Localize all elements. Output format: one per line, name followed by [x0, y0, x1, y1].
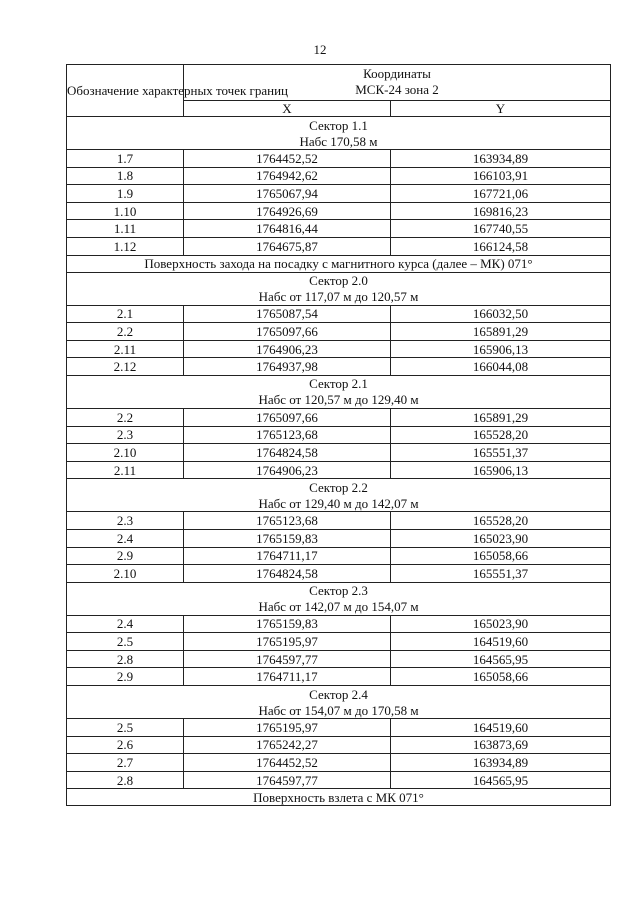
surface-title: Поверхность взлета с МК 071°: [67, 789, 611, 806]
x-coordinate-cell: 1764824,58: [184, 444, 391, 462]
sector-title: Сектор 2.4: [67, 686, 611, 703]
point-id-cell: 2.4: [67, 615, 184, 633]
x-coordinate-cell: 1765087,54: [184, 305, 391, 323]
sector-height-row: [67, 495, 611, 512]
y-coordinate-cell: 164519,60: [391, 633, 611, 651]
y-coordinate-cell: 165906,13: [391, 340, 611, 358]
sector-title: Сектор 2.3: [67, 582, 611, 599]
table-row: [67, 237, 611, 255]
sector-height: Набс от 117,07 м до 120,57 м: [67, 289, 611, 306]
table-row: [67, 323, 611, 341]
y-coordinate-cell: 167740,55: [391, 220, 611, 238]
point-id-cell: 2.2: [67, 408, 184, 426]
point-id-cell: 2.2: [67, 323, 184, 341]
y-coordinate-cell: 169816,23: [391, 202, 611, 220]
point-id-cell: 1.10: [67, 202, 184, 220]
x-coordinate-cell: 1764937,98: [184, 358, 391, 376]
x-coordinate-cell: 1764675,87: [184, 237, 391, 255]
point-id-cell: 2.3: [67, 512, 184, 530]
y-coordinate-cell: 164519,60: [391, 719, 611, 737]
y-coordinate-cell: 165058,66: [391, 547, 611, 565]
table-row: [67, 444, 611, 462]
x-coordinate-cell: 1765067,94: [184, 185, 391, 203]
y-coordinate-cell: 164565,95: [391, 771, 611, 789]
y-coordinate-cell: 165891,29: [391, 408, 611, 426]
table-row: [67, 408, 611, 426]
sector-height: Набс от 129,40 м до 142,07 м: [67, 495, 611, 512]
table-row: [67, 719, 611, 737]
coordinates-table-body: [67, 65, 611, 806]
point-id-cell: 2.10: [67, 565, 184, 583]
table-row: [67, 565, 611, 583]
point-id-cell: 2.8: [67, 650, 184, 668]
point-id-cell: 2.3: [67, 426, 184, 444]
x-coordinate-cell: 1765195,97: [184, 719, 391, 737]
point-id-cell: 2.12: [67, 358, 184, 376]
x-coordinate-cell: 1765097,66: [184, 408, 391, 426]
y-coordinate-cell: 165551,37: [391, 444, 611, 462]
x-coordinate-cell: 1765159,83: [184, 615, 391, 633]
surface-title: Поверхность захода на посадку с магнитного курса (далее – МК) 071°: [67, 255, 611, 272]
point-id-cell: 1.8: [67, 167, 184, 185]
sector-title: Сектор 2.0: [67, 272, 611, 289]
table-row: [67, 736, 611, 754]
sector-title-row: [67, 272, 611, 289]
y-coordinate-cell: 166103,91: [391, 167, 611, 185]
table-row: [67, 512, 611, 530]
x-coordinate-cell: 1764597,77: [184, 771, 391, 789]
sector-height: Набс от 154,07 м до 170,58 м: [67, 702, 611, 719]
point-id-cell: 2.6: [67, 736, 184, 754]
x-coordinate-cell: 1765097,66: [184, 323, 391, 341]
x-coordinate-cell: 1764816,44: [184, 220, 391, 238]
y-coordinate-cell: 165528,20: [391, 512, 611, 530]
point-id-cell: 2.9: [67, 547, 184, 565]
sector-title: Сектор 2.2: [67, 479, 611, 496]
x-coordinate-cell: 1765242,27: [184, 736, 391, 754]
y-coordinate-cell: 165023,90: [391, 615, 611, 633]
x-coordinate-cell: 1764906,23: [184, 340, 391, 358]
sector-height-row: [67, 599, 611, 616]
x-coordinate-cell: 1764906,23: [184, 461, 391, 479]
x-coordinate-cell: 1764597,77: [184, 650, 391, 668]
point-id-cell: 2.5: [67, 719, 184, 737]
point-id-cell: 1.7: [67, 150, 184, 168]
point-id-cell: 2.10: [67, 444, 184, 462]
point-id-cell: 1.12: [67, 237, 184, 255]
table-row: [67, 461, 611, 479]
coordinates-title: Координаты: [363, 66, 431, 82]
sector-title-row: [67, 117, 611, 134]
y-coordinate-cell: 163934,89: [391, 754, 611, 772]
x-coordinate-cell: 1765195,97: [184, 633, 391, 651]
sector-height: Набс от 142,07 м до 154,07 м: [67, 599, 611, 616]
y-coordinate-cell: 167721,06: [391, 185, 611, 203]
sector-title-row: [67, 479, 611, 496]
x-coordinate-cell: 1764452,52: [184, 150, 391, 168]
sector-title-row: [67, 582, 611, 599]
y-coordinate-cell: 166044,08: [391, 358, 611, 376]
point-id-cell: 1.11: [67, 220, 184, 238]
y-coordinate-cell: 165058,66: [391, 668, 611, 686]
table-row: [67, 650, 611, 668]
x-coordinate-cell: 1765159,83: [184, 529, 391, 547]
x-coordinate-cell: 1764452,52: [184, 754, 391, 772]
point-id-cell: 2.11: [67, 461, 184, 479]
table-row: [67, 615, 611, 633]
table-row: [67, 754, 611, 772]
page-number: 12: [313, 42, 327, 57]
sector-title: Сектор 2.1: [67, 375, 611, 392]
y-coordinate-cell: 165023,90: [391, 529, 611, 547]
x-coordinate-cell: 1765123,68: [184, 512, 391, 530]
table-row: [67, 426, 611, 444]
coordinates-table: [66, 64, 611, 806]
table-header-row: [67, 65, 611, 101]
table-row: [67, 305, 611, 323]
sector-height-row: [67, 133, 611, 150]
point-id-cell: 2.11: [67, 340, 184, 358]
y-coordinate-cell: 163934,89: [391, 150, 611, 168]
sector-height-row: [67, 702, 611, 719]
point-id-cell: 2.4: [67, 529, 184, 547]
point-id-cell: 2.5: [67, 633, 184, 651]
table-row: [67, 202, 611, 220]
point-id-cell: 2.7: [67, 754, 184, 772]
x-column-header: X: [184, 100, 391, 116]
x-coordinate-cell: 1765123,68: [184, 426, 391, 444]
points-column-header: Обозначение характерных точек границ: [67, 65, 184, 117]
sector-title-row: [67, 375, 611, 392]
x-coordinate-cell: 1764711,17: [184, 547, 391, 565]
y-coordinate-cell: 165528,20: [391, 426, 611, 444]
table-row: [67, 358, 611, 376]
table-row: [67, 547, 611, 565]
table-row: [67, 220, 611, 238]
table-row: [67, 668, 611, 686]
point-id-cell: 2.8: [67, 771, 184, 789]
x-coordinate-cell: 1764824,58: [184, 565, 391, 583]
y-coordinate-cell: 164565,95: [391, 650, 611, 668]
table-row: [67, 771, 611, 789]
surface-header-row: [67, 255, 611, 272]
coordinate-system-title: МСК-24 зона 2: [355, 82, 439, 98]
y-coordinate-cell: 165891,29: [391, 323, 611, 341]
y-coordinate-cell: 165906,13: [391, 461, 611, 479]
sector-height: Набс 170,58 м: [67, 133, 611, 150]
x-coordinate-cell: 1764942,62: [184, 167, 391, 185]
y-coordinate-cell: 166032,50: [391, 305, 611, 323]
table-row: [67, 633, 611, 651]
x-coordinate-cell: 1764711,17: [184, 668, 391, 686]
point-id-cell: 2.9: [67, 668, 184, 686]
table-row: [67, 340, 611, 358]
y-coordinate-cell: 166124,58: [391, 237, 611, 255]
sector-title-row: [67, 686, 611, 703]
point-id-cell: 2.1: [67, 305, 184, 323]
y-coordinate-cell: 163873,69: [391, 736, 611, 754]
x-coordinate-cell: 1764926,69: [184, 202, 391, 220]
y-coordinate-cell: 165551,37: [391, 565, 611, 583]
table-row: [67, 529, 611, 547]
sector-height: Набс от 120,57 м до 129,40 м: [67, 392, 611, 409]
y-column-header: Y: [391, 100, 611, 116]
table-row: [67, 185, 611, 203]
surface-header-row: [67, 789, 611, 806]
sector-title: Сектор 1.1: [67, 117, 611, 134]
sector-height-row: [67, 392, 611, 409]
point-id-cell: 1.9: [67, 185, 184, 203]
table-row: [67, 167, 611, 185]
sector-height-row: [67, 289, 611, 306]
table-row: [67, 150, 611, 168]
